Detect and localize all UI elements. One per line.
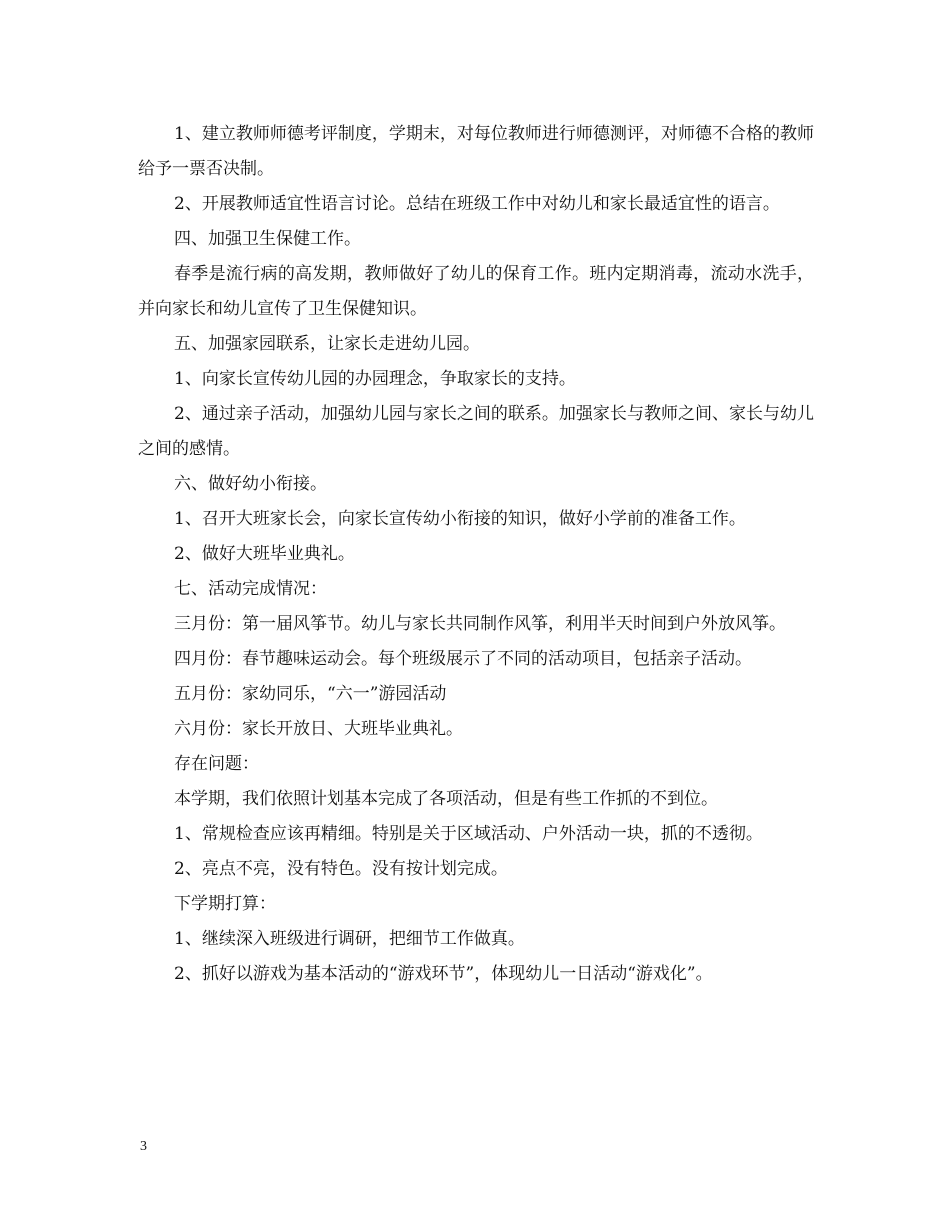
section-heading: 七、活动完成情况： xyxy=(174,579,327,599)
section-heading: 四、加强卫生保健工作。 xyxy=(174,229,361,249)
paragraph: 1、继续深入班级进行调研，把细节工作做真。 xyxy=(174,929,525,949)
paragraph: 四月份：春节趣味运动会。每个班级展示了不同的活动项目，包括亲子活动。 xyxy=(174,649,752,669)
section-heading: 存在问题： xyxy=(174,754,259,774)
page-number: 3 xyxy=(140,1139,147,1154)
paragraph: 1、常规检查应该再精细。特别是关于区域活动、户外活动一块，抓的不透彻。 xyxy=(174,824,763,844)
paragraph: 2、通过亲子活动，加强幼儿园与家长之间的联系。加强家长与教师之间、家长与幼儿之间的感情。 xyxy=(138,404,814,459)
paragraph: 春季是流行病的高发期，教师做好了幼儿的保育工作。班内定期消毒，流动水洗手，并向家长和幼儿宣传了卫生保健知识。 xyxy=(138,264,814,319)
section-heading: 下学期打算： xyxy=(174,894,276,914)
paragraph: 2、开展教师适宜性语言讨论。总结在班级工作中对幼儿和家长最适宜性的语言。 xyxy=(174,194,780,214)
paragraph: 六月份：家长开放日、大班毕业典礼。 xyxy=(174,719,463,739)
paragraph: 1、向家长宣传幼儿园的办园理念，争取家长的支持。 xyxy=(174,369,576,389)
paragraph: 本学期，我们依照计划基本完成了各项活动，但是有些工作抓的不到位。 xyxy=(174,789,718,809)
document-body xyxy=(138,117,814,992)
paragraph: 1、召开大班家长会，向家长宣传幼小衔接的知识，做好小学前的准备工作。 xyxy=(174,509,746,529)
section-heading: 六、做好幼小衔接。 xyxy=(174,474,327,494)
section-heading: 五、加强家园联系，让家长走进幼儿园。 xyxy=(174,334,480,354)
paragraph: 1、建立教师师德考评制度，学期末，对每位教师进行师德测评，对师德不合格的教师给予一票否决制。 xyxy=(138,124,814,179)
paragraph: 2、亮点不亮，没有特色。没有按计划完成。 xyxy=(174,859,508,879)
paragraph: 2、做好大班毕业典礼。 xyxy=(174,544,355,564)
paragraph: 三月份：第一届风筝节。幼儿与家长共同制作风筝，利用半天时间到户外放风筝。 xyxy=(174,614,786,634)
paragraph: 五月份：家幼同乐，“六一”游园活动 xyxy=(174,684,447,704)
paragraph: 2、抓好以游戏为基本活动的“游戏环节”，体现幼儿一日活动“游戏化”。 xyxy=(174,964,713,984)
